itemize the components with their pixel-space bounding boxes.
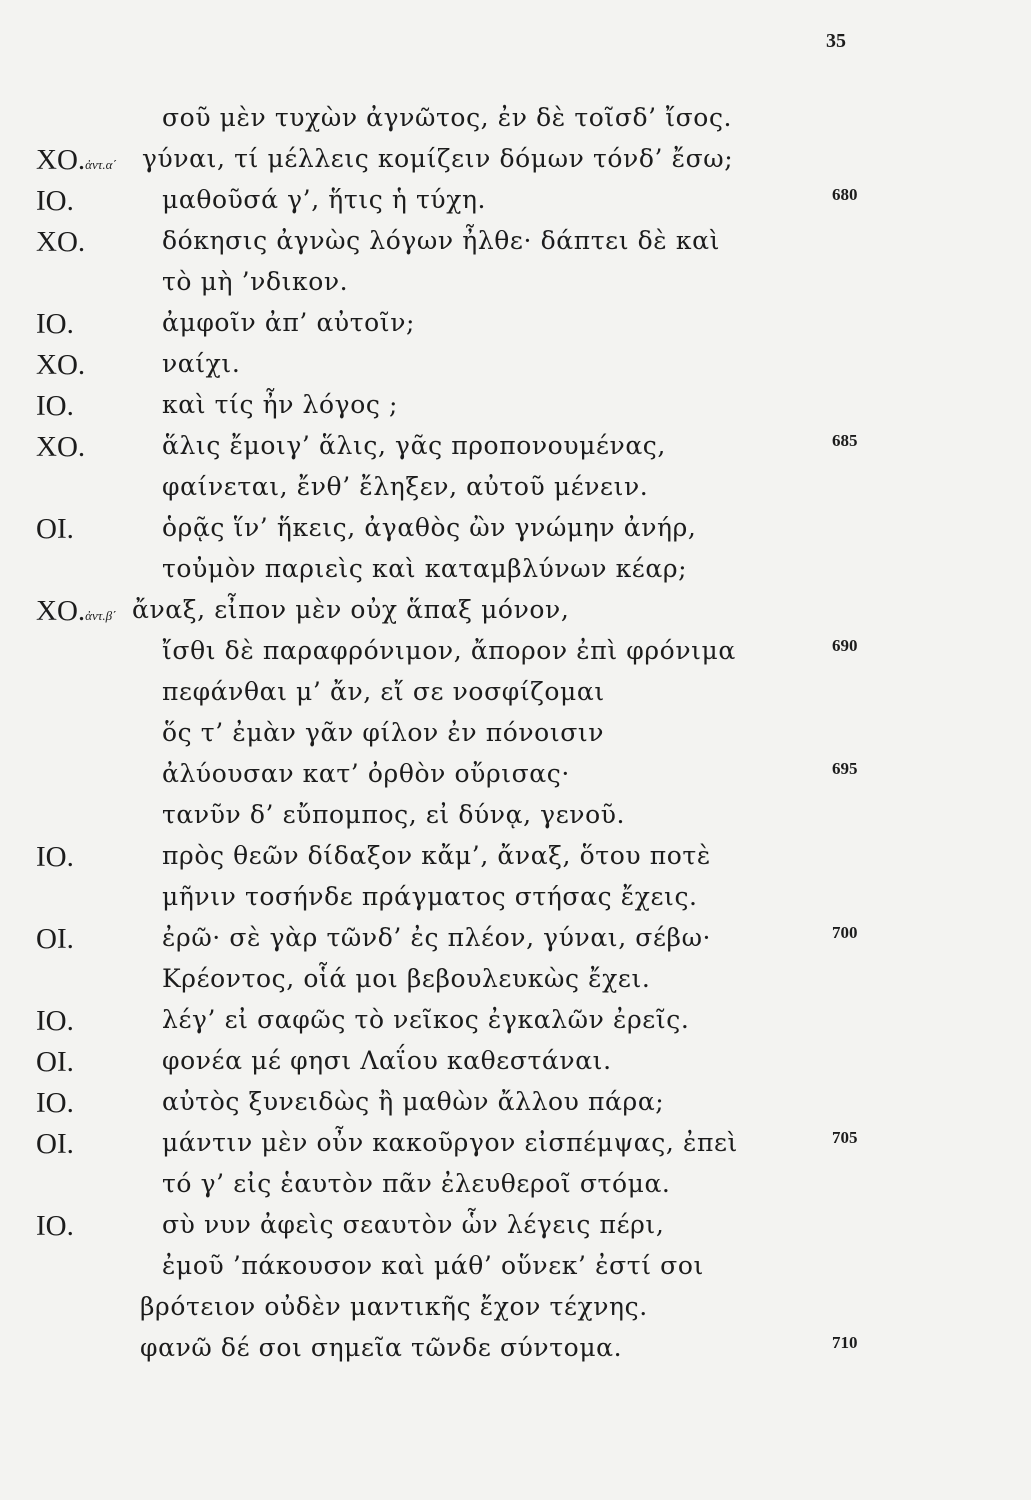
speaker-label: ΧΟ.	[36, 226, 86, 258]
verse-text: τὸ μὴ ’νδικον.	[162, 267, 349, 296]
verse-text: μῆνιν τοσήνδε πράγματος στήσας ἔχεις.	[162, 882, 698, 911]
verse-text: βρότειον οὐδὲν μαντικῆς ἔχον τέχνης.	[140, 1292, 648, 1321]
verse-line	[0, 964, 1031, 1004]
verse-line	[0, 841, 1031, 881]
speaker-label: ΧΟ.	[36, 431, 86, 463]
verse-text: δόκησις ἀγνὼς λόγων ἦλθε· δάπτει δὲ καὶ	[162, 226, 720, 255]
verse-line	[0, 308, 1031, 348]
verse-line	[0, 1046, 1031, 1086]
verse-line	[0, 1251, 1031, 1291]
verse-line	[0, 1333, 1031, 1373]
verse-line	[0, 390, 1031, 430]
verse-line	[0, 677, 1031, 717]
speaker-label: ΧΟ.ἀντ.β΄	[36, 595, 117, 627]
speaker-label: ΟΙ.	[36, 1128, 74, 1160]
page-number: 35	[826, 30, 846, 52]
verse-line	[0, 1169, 1031, 1209]
verse-line	[0, 923, 1031, 963]
verse-text: πεφάνθαι μ’ ἄν, εἴ σε νοσφίζομαι	[162, 677, 605, 706]
verse-line	[0, 103, 1031, 143]
verse-line	[0, 513, 1031, 553]
line-number: 705	[832, 1128, 858, 1147]
verse-text: λέγ’ εἰ σαφῶς τὸ νεῖκος ἐγκαλῶν ἐρεῖς.	[162, 1005, 690, 1034]
verse-text: σοῦ μὲν τυχὼν ἀγνῶτος, ἐν δὲ τοῖσδ’ ἴσος.	[162, 103, 733, 132]
verse-line	[0, 595, 1031, 635]
speaker-label: ΧΟ.ἀντ.α΄	[36, 144, 117, 176]
verse-line	[0, 554, 1031, 594]
verse-line	[0, 1210, 1031, 1250]
speaker-label: ΟΙ.	[36, 513, 74, 545]
verse-text: ὁρᾷς ἵν’ ἥκεις, ἀγαθὸς ὢν γνώμην ἀνήρ,	[162, 513, 697, 542]
verse-text: ὅς τ’ ἐμὰν γᾶν φίλον ἐν πόνοισιν	[162, 718, 605, 747]
verse-line	[0, 1087, 1031, 1127]
line-number: 690	[832, 636, 858, 655]
speaker-label: ΧΟ.	[36, 349, 86, 381]
speaker-label: ΙΟ.	[36, 841, 74, 873]
verse-line	[0, 472, 1031, 512]
verse-line	[0, 349, 1031, 389]
verse-text: φαίνεται, ἔνθ’ ἔληξεν, αὐτοῦ μένειν.	[162, 472, 649, 501]
verse-line	[0, 759, 1031, 799]
speaker-label: ΙΟ.	[36, 185, 74, 217]
verse-text: ἐμοῦ ’πάκουσον καὶ μάθ’ οὕνεκ’ ἐστί σοι	[162, 1251, 704, 1280]
speaker-label: ΙΟ.	[36, 1087, 74, 1119]
verse-text: ναίχι.	[162, 349, 241, 378]
line-number: 695	[832, 759, 858, 778]
verse-text: γύναι, τί μέλλεις κομίζειν δόμων τόνδ’ ἔσω;	[142, 144, 734, 173]
verse-line	[0, 1128, 1031, 1168]
speaker-label: ΙΟ.	[36, 1005, 74, 1037]
speaker-label: ΟΙ.	[36, 1046, 74, 1078]
verse-text: πρὸς θεῶν δίδαξον κἄμ’, ἄναξ, ὅτου ποτὲ	[162, 841, 711, 870]
verse-line	[0, 1005, 1031, 1045]
verse-text: αὐτὸς ξυνειδὼς ἢ μαθὼν ἄλλου πάρα;	[162, 1087, 665, 1116]
verse-text: ἅλις ἔμοιγ’ ἅλις, γᾶς προπονουμένας,	[162, 431, 666, 460]
speaker-label: ΙΟ.	[36, 308, 74, 340]
verse-text: σὺ νυν ἀφεὶς σεαυτὸν ὧν λέγεις πέρι,	[162, 1210, 665, 1239]
verse-text: Κρέοντος, οἷά μοι βεβουλευκὼς ἔχει.	[162, 964, 651, 993]
verse-text: ἀλύουσαν κατ’ ὀρθὸν οὔρισας·	[162, 759, 570, 788]
verse-line	[0, 718, 1031, 758]
verse-text: τανῦν δ’ εὔπομπος, εἰ δύνᾳ, γενοῦ.	[162, 800, 626, 829]
verse-text: φονέα μέ φησι Λαΐου καθεστάναι.	[162, 1046, 612, 1075]
verse-text: τοὐμὸν παριεὶς καὶ καταμβλύνων κέαρ;	[162, 554, 688, 583]
verse-text: ἄναξ, εἶπον μὲν οὐχ ἅπαξ μόνον,	[132, 595, 570, 624]
line-number: 680	[832, 185, 858, 204]
verse-line	[0, 800, 1031, 840]
verse-line	[0, 226, 1031, 266]
verse-text: καὶ τίς ἦν λόγος ;	[162, 390, 399, 419]
verse-line	[0, 267, 1031, 307]
verse-text: μάντιν μὲν οὖν κακοῦργον εἰσπέμψας, ἐπεὶ	[162, 1128, 738, 1157]
verse-text: φανῶ δέ σοι σημεῖα τῶνδε σύντομα.	[140, 1333, 623, 1362]
verse-text: μαθοῦσά γ’, ἥτις ἡ τύχη.	[162, 185, 487, 214]
speaker-label: ΟΙ.	[36, 923, 74, 955]
verse-text: ἀμφοῖν ἀπ’ αὐτοῖν;	[162, 308, 416, 337]
verse-line	[0, 882, 1031, 922]
verse-line	[0, 1292, 1031, 1332]
verse-line	[0, 636, 1031, 676]
line-number: 700	[832, 923, 858, 942]
verse-line	[0, 144, 1031, 184]
verse-text: ἴσθι δὲ παραφρόνιμον, ἄπορον ἐπὶ φρόνιμα	[162, 636, 736, 665]
line-number: 710	[832, 1333, 858, 1352]
strophe-marker: ἀντ.α΄	[85, 157, 117, 172]
verse-text: τό γ’ εἰς ἑαυτὸν πᾶν ἐλευθεροῖ στόμα.	[162, 1169, 671, 1198]
verse-line	[0, 431, 1031, 471]
verse-text: ἐρῶ· σὲ γὰρ τῶνδ’ ἐς πλέον, γύναι, σέβω·	[162, 923, 712, 952]
line-number: 685	[832, 431, 858, 450]
strophe-marker: ἀντ.β΄	[85, 608, 117, 623]
speaker-label: ΙΟ.	[36, 390, 74, 422]
verse-line	[0, 185, 1031, 225]
speaker-label: ΙΟ.	[36, 1210, 74, 1242]
